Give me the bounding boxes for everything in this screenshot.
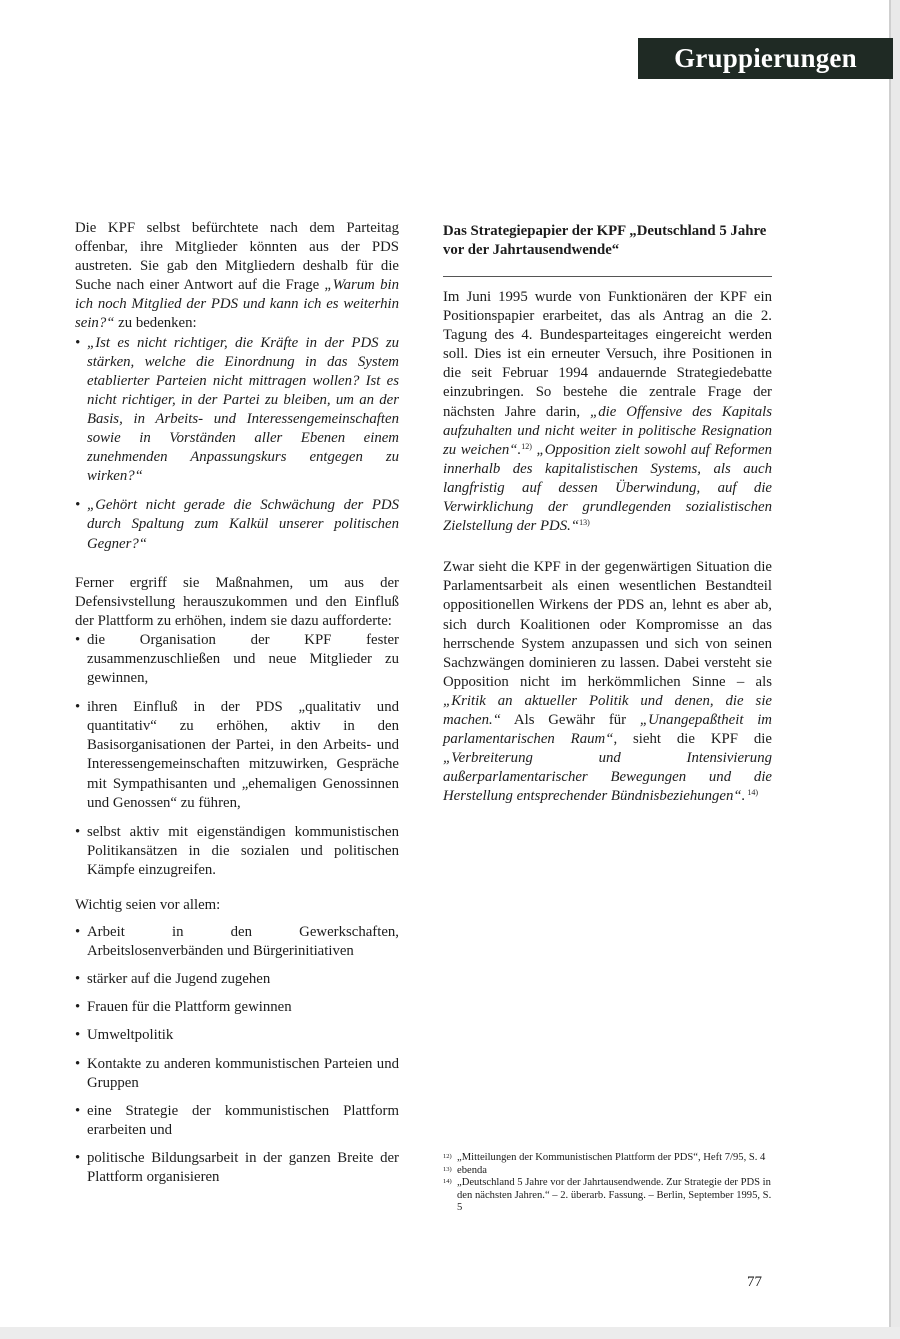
paragraph-text: Im Juni 1995 wurde von Funktionären der KPF ein Positionspapier erarbeitet, das als Antrag an die 2. Tagung des 4. Bundesparteitages eingereicht werden soll. Dies ist ein erneuter Versuch, ihre Positionen in die seit Februar 1994 andauernde Strategiedebatte einzubringen. So bestehe die zentrale Frage der nächsten Jahre darin, [443, 289, 772, 420]
page-edge-right [889, 0, 900, 1339]
list-item: • Arbeit in den Gewerkschaften, Arbeitslosenverbänden und Bürgerinitiativen [75, 923, 399, 961]
heading-rule [443, 276, 772, 277]
footnote-text: „Deutschland 5 Jahre vor der Jahrtausendwende. Zur Strategie der PDS in den nächsten Jahren.“ – 2. überarb. Fassung. – Berlin, September 1995, S. 5 [457, 1177, 772, 1214]
list-item: • eine Strategie der kommunistischen Plattform erarbeiten und [75, 1102, 399, 1140]
measures-list [75, 631, 399, 880]
list-item: • Umweltpolitik [75, 1026, 399, 1045]
quote-text: „die Offensive des Kapitals aufzuhalten und nicht weiter in politische Resignation zu weichen“. [443, 403, 772, 458]
intro-text: Die KPF selbst befürchtete nach dem Parteitag offenbar, ihre Mitglieder könnten aus der PDS austreten. Sie gab den Mitgliedern deshalb für die Suche nach einer Antwort auf die Frage [75, 220, 399, 294]
quote-text: „Opposition zielt sowohl auf Reformen innerhalb des kapitalistischen Systems, als auch langfristig auf dessen Überwindung, auf die Verwirklichung der grundlegenden sozialistischen Zielstellung der PDS.“ [443, 441, 772, 535]
strategy-paragraph [443, 288, 772, 536]
footnote-ref: 14) [745, 788, 758, 798]
list-item: • stärker auf die Jugend zugehen [75, 970, 399, 989]
page-edge-bottom [0, 1327, 900, 1339]
list-item: • „Ist es nicht richtiger, die Kräfte in der PDS zu stärken, welche die Einordnung in das System etablierter Parteien nicht mittragen wollen? Ist es nicht richtiger, in der Partei zu bleiben, um an der Basis, in Arbeits- und Interessengemeinschaften sowie in Vorständen aller Ebenen einem zunehmenden Anpassungskurs entgegen zu wirken?“ [75, 334, 399, 487]
priorities-intro: Wichtig seien vor allem: [75, 897, 221, 913]
right-column [443, 222, 772, 806]
list-item: • die Organisation der KPF fester zusammenzuschließen und neue Mitglieder zu gewinnen, [75, 631, 399, 688]
section-heading: Das Strategiepapier der KPF „Deutschland 5 Jahre vor der Jahrtausendwende“ [443, 223, 767, 258]
footnote-text: „Mitteilungen der Kommunistischen Plattform der PDS“, Heft 7/95, S. 4 [457, 1152, 766, 1163]
measures-intro: Ferner ergriff sie Maßnahmen, um aus der Defensivstellung herauszukommen und den Einfluß der Plattform zu erhöhen, indem sie dazu aufforderte: [75, 574, 399, 629]
list-item: • Frauen für die Plattform gewinnen [75, 998, 399, 1017]
quote-list [75, 334, 399, 554]
quote-text: „Unangepaßtheit im parlamentarischen Raum“ [443, 711, 772, 748]
left-column [75, 219, 399, 1196]
list-item: • Kontakte zu anderen kommunistischen Parteien und Gruppen [75, 1055, 399, 1093]
footnote-number: 13) [443, 1165, 452, 1173]
intro-question: „Warum bin ich noch Mitglied der PDS und kann ich es weiterhin sein?“ [75, 277, 399, 332]
footnote [443, 1152, 776, 1165]
footnote [443, 1165, 776, 1178]
footnote-text: ebenda [457, 1164, 487, 1176]
footnote-number: 14) [443, 1178, 452, 1186]
paragraph-text: , sieht die KPF die [613, 731, 772, 748]
footnote-number: 12) [443, 1153, 452, 1160]
priorities-list [75, 923, 399, 1187]
footnotes [443, 1152, 776, 1215]
footnote-ref: 13) [579, 518, 590, 528]
quote-text: „Kritik an aktueller Politik und denen, die sie machen.“ [443, 692, 772, 728]
list-item: • selbst aktiv mit eigenständigen kommunistischen Politikansätzen in die sozialen und politischen Kämpfe einzugreifen. [75, 823, 399, 880]
list-item: • politische Bildungsarbeit in der ganzen Breite der Plattform organisieren [75, 1149, 399, 1187]
section-header: Gruppierungen [638, 38, 893, 79]
list-item: • „Gehört nicht gerade die Schwächung der PDS durch Spaltung zum Kalkül unserer politischen Gegner?“ [75, 496, 399, 553]
paragraph-text: Als Gewähr für [500, 711, 640, 728]
quote-text: „Verbreiterung und Intensivierung außerparlamentarischer Bewegungen und die Herstellung entsprechender Bündnisbeziehungen“. [443, 750, 772, 805]
intro-text-end: zu bedenken: [114, 315, 197, 332]
list-item: • ihren Einfluß in der PDS „qualitativ und quantitativ“ zu erhöhen, aktiv in den Basisorganisationen der Partei, in den Arbeits- und Interessengemeinschaften mitzuwirken, Gespräche mit Sympathisanten und „ehemaligen Genossinnen und Genossen“ zu führen, [75, 698, 399, 813]
footnote [443, 1177, 776, 1215]
intro-paragraph [75, 219, 399, 334]
page-number: 77 [747, 1274, 762, 1290]
paragraph-text: Zwar sieht die KPF in der gegenwärtigen Situation die Parlamentsarbeit als einen wesentlichen Bestandteil oppositionellen Wirkens der PDS an, lehnt es aber ab, sich durch Koalitionen oder Kompromisse an das herrschende System anzupassen und sich von seinen Sachzwängen dominieren zu lassen. Dabei versteht sie Opposition nicht im herkömmlichen Sinne – als [443, 559, 772, 690]
opposition-paragraph [443, 558, 772, 806]
footnote-ref: 12) [521, 441, 532, 451]
